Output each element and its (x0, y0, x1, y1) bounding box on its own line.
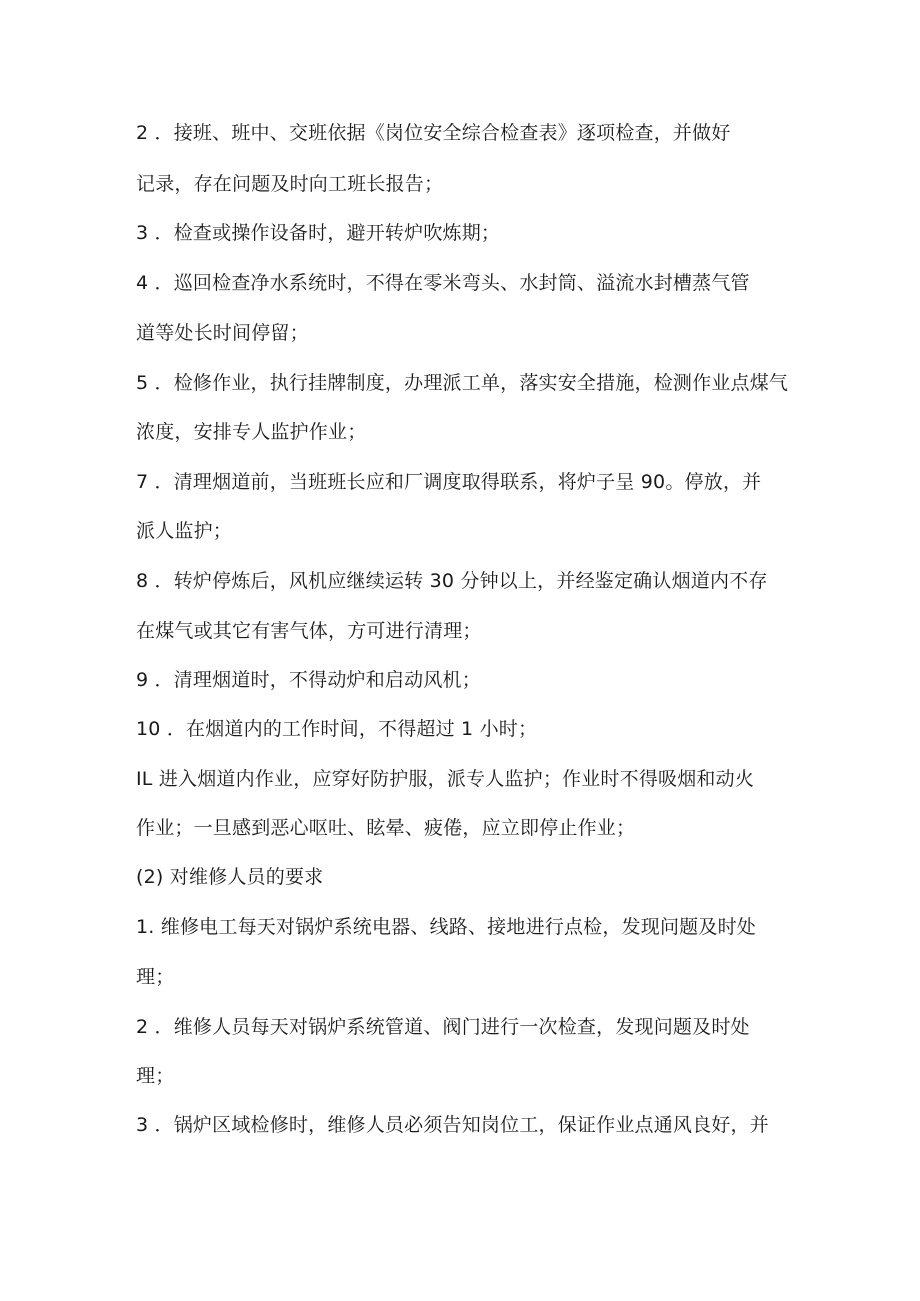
text-line: 7 ．清理烟道前，当班班长应和厂调度取得联系，将炉子呈 90。停放，并 (136, 471, 762, 493)
text-line: 在煤气或其它有害气体，方可进行清理； (136, 620, 482, 642)
text-line: 2 ．维修人员每天对锅炉系统管道、阀门进行一次检查，发现问题及时处 (136, 1016, 750, 1038)
text-line: 3 ．检查或操作设备时，避开转炉吹炼期； (136, 222, 501, 244)
text-line: 8 ．转炉停炼后，风机应继续运转 30 分钟以上，并经鉴定确认烟道内不存 (136, 570, 768, 592)
text-line: 9 ．清理烟道时，不得动炉和启动风机； (136, 669, 481, 691)
text-line: 记录，存在问题及时向工班长报告； (136, 173, 444, 195)
text-line: 10 ．在烟道内的工作时间，不得超过 1 小时； (136, 718, 538, 740)
text-line: 作业；一旦感到恶心呕吐、眩晕、疲倦，应立即停止作业； (136, 817, 636, 839)
text-line: 道等处长时间停留； (136, 322, 309, 344)
text-line: 2 ．接班、班中、交班依据《岗位安全综合检查表》逐项检查，并做好 (136, 122, 731, 144)
text-line: 3 ．锅炉区域检修时，维修人员必须告知岗位工，保证作业点通风良好，并 (136, 1114, 769, 1136)
text-line: 4 ．巡回检查净水系统时，不得在零米弯头、水封筒、溢流水封槽蒸气管 (136, 272, 750, 294)
text-line: 派人监护； (136, 520, 233, 542)
text-line: 5 ．检修作业，执行挂牌制度，办理派工单，落实安全措施，检测作业点煤气 (136, 372, 789, 394)
text-line: 理； (136, 966, 175, 988)
text-line: IL 进入烟道内作业，应穿好防护服，派专人监护；作业时不得吸烟和动火 (136, 768, 755, 790)
text-line: 浓度，安排专人监护作业； (136, 421, 367, 443)
text-line: 1. 维修电工每天对锅炉系统电器、线路、接地进行点检，发现问题及时处 (136, 916, 756, 938)
section-heading: (2) 对维修人员的要求 (136, 866, 324, 888)
text-line: 理； (136, 1065, 175, 1087)
